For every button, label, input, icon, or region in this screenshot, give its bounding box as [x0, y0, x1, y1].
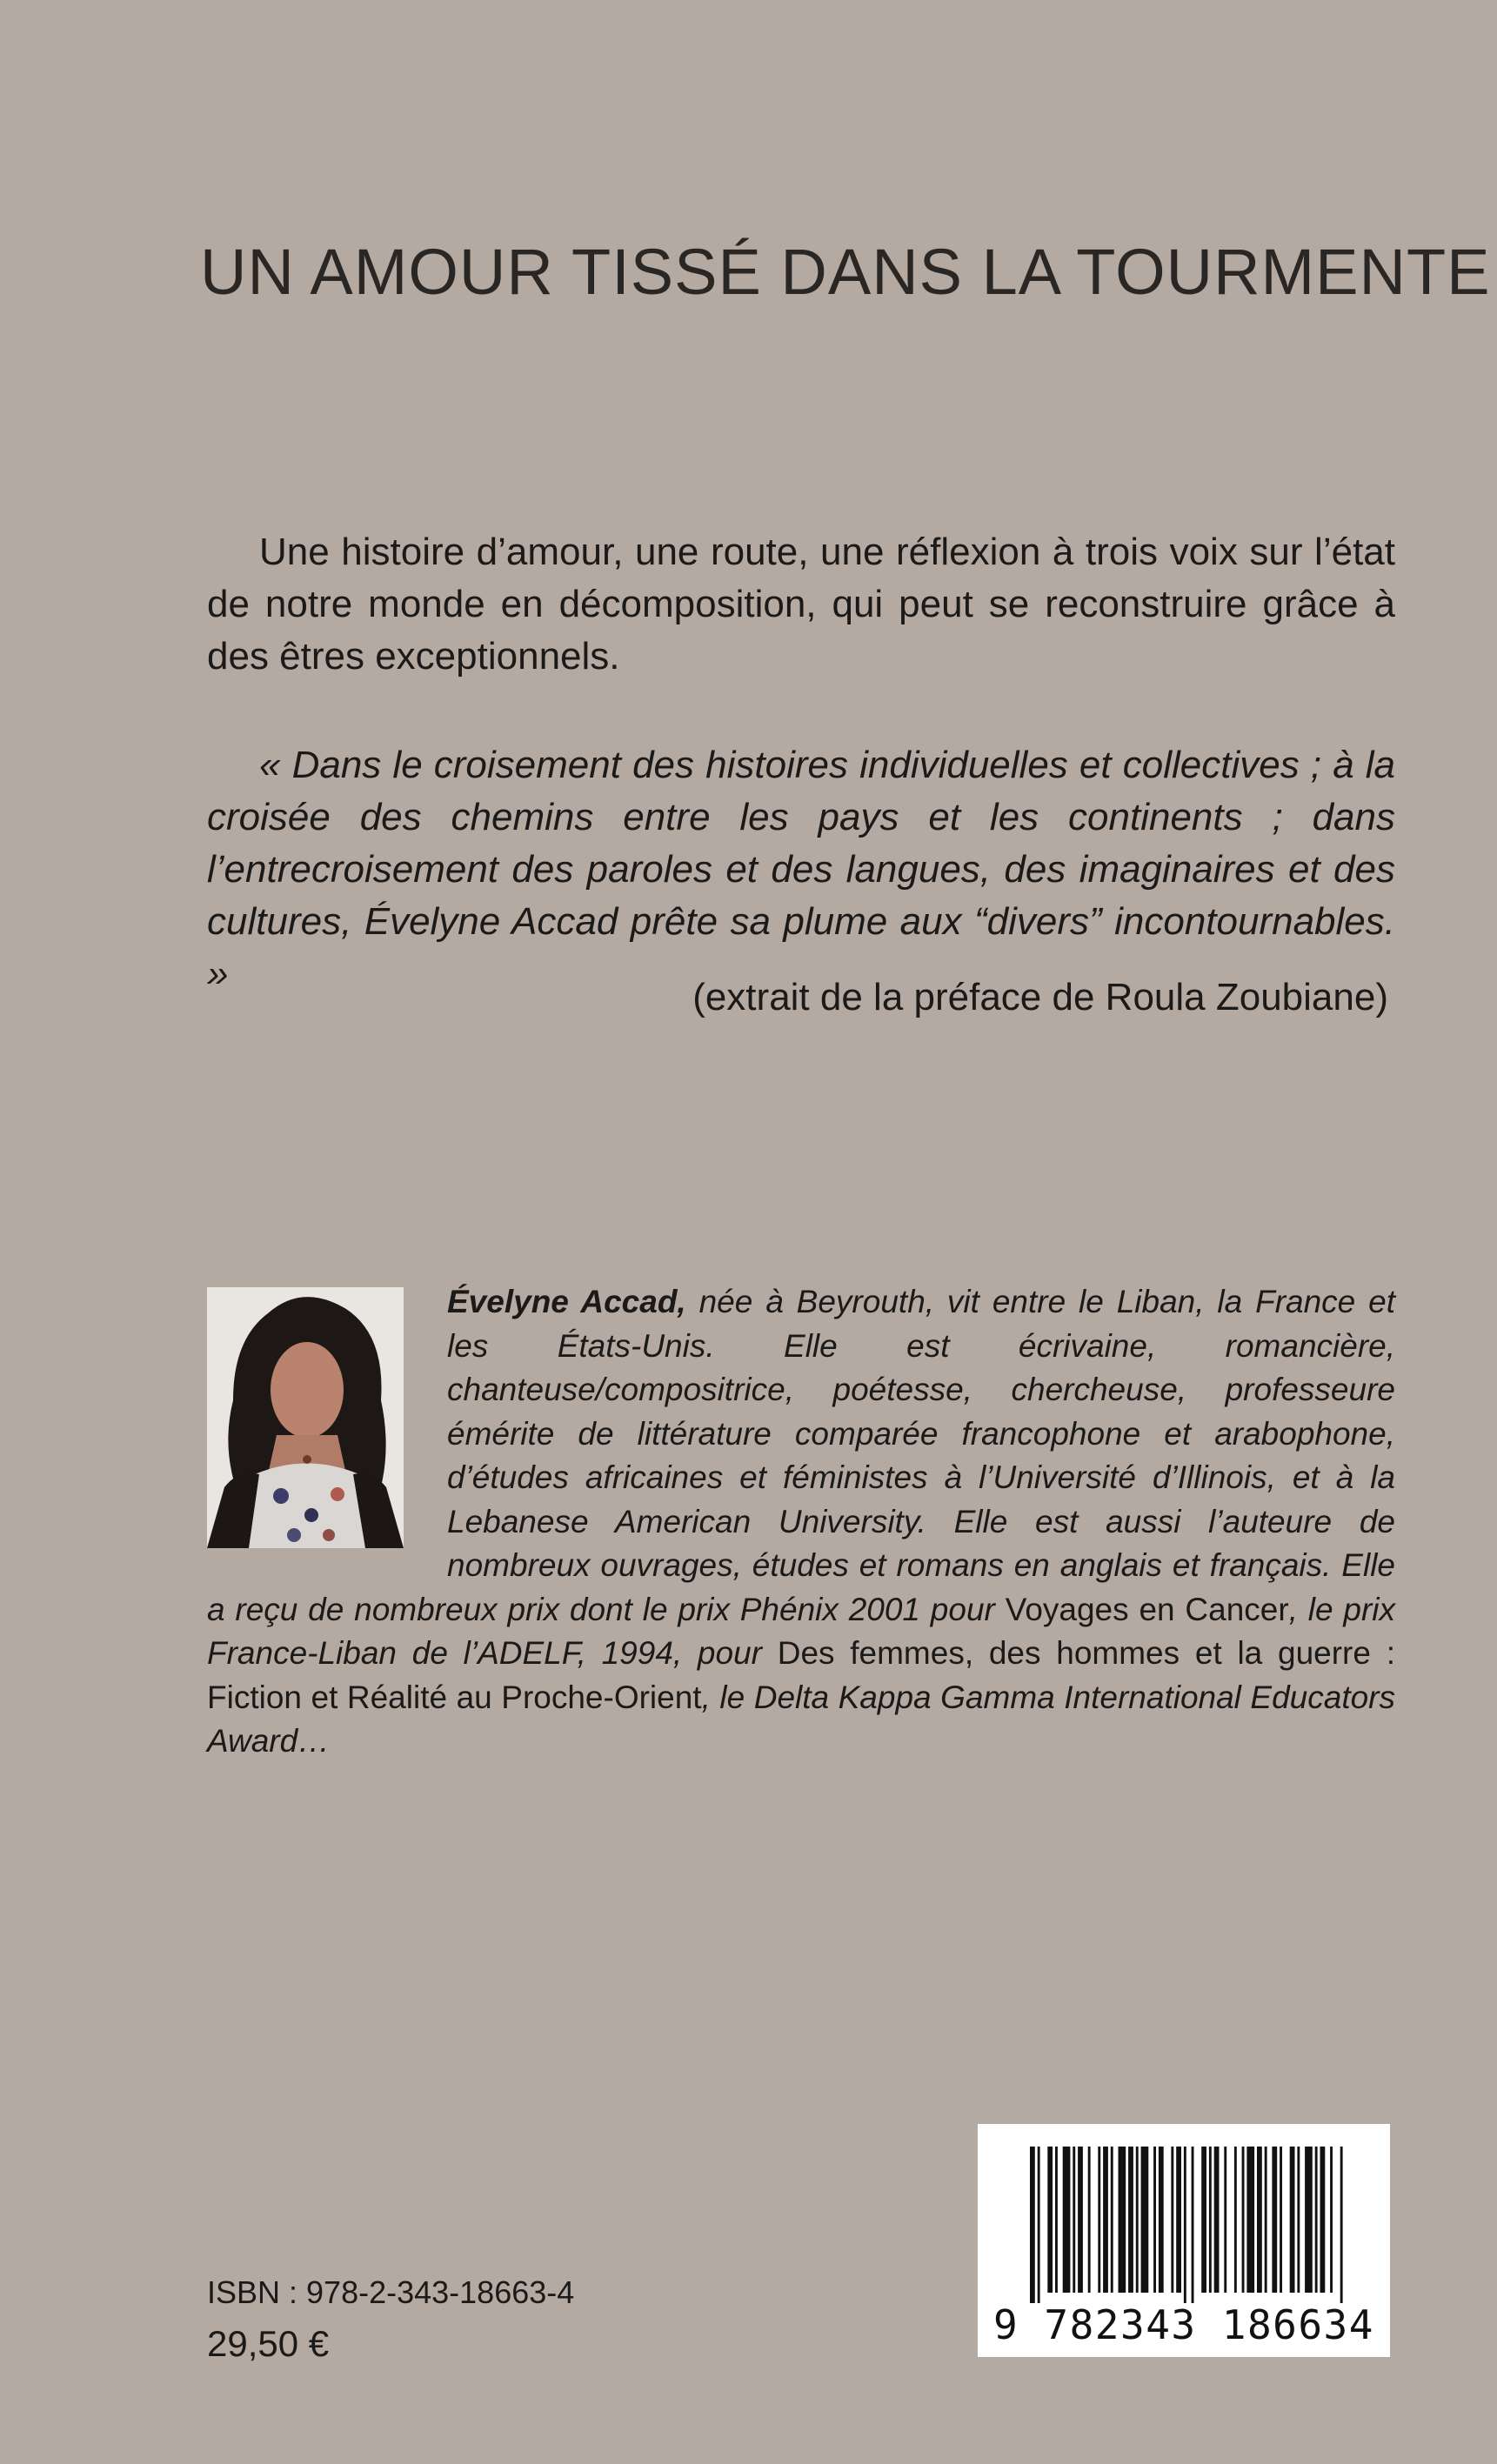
work-title-1: Voyages en Cancer — [1005, 1591, 1289, 1627]
barcode-bar — [1297, 2147, 1300, 2293]
barcode-bar — [1111, 2147, 1113, 2293]
price: 29,50 € — [207, 2323, 330, 2364]
barcode-bar — [1246, 2147, 1254, 2293]
barcode-bar — [1340, 2147, 1343, 2303]
bio-part-3: , le Delta Kappa Gamma International Educators Award… — [207, 1679, 1396, 1759]
barcode-bar — [1224, 2147, 1226, 2293]
barcode-bar — [1136, 2147, 1139, 2293]
barcode-bar — [1242, 2147, 1245, 2293]
quote-source: (extrait de la préface de Roula Zoubiane) — [692, 976, 1388, 1018]
barcode-bar — [1234, 2147, 1237, 2293]
preface-quote: « Dans le croisement des histoires individuelles et collectives ; à la croisée des chemins entre les pays et les continents ; dans l’entrecroisement des paroles et des langues, des imaginaires et des cultures, Évelyne Accad prête sa plume aux “divers” incontournables. » — [207, 744, 1395, 995]
barcode-bar — [1171, 2147, 1173, 2293]
barcode-bar — [1280, 2147, 1282, 2293]
barcode-bar — [1073, 2147, 1075, 2293]
barcode-bar — [1290, 2147, 1295, 2293]
barcode-bar — [1315, 2147, 1318, 2293]
barcode-bar — [1320, 2147, 1326, 2293]
author-name: Évelyne Accad, — [447, 1284, 686, 1319]
barcode-bar — [1055, 2147, 1058, 2293]
barcode-bar — [1265, 2147, 1267, 2293]
barcode-bar — [1038, 2147, 1040, 2303]
bio-part-2: , le prix France-Liban de l’ADELF, 1994, pour — [207, 1591, 1396, 1671]
barcode-bar — [1030, 2147, 1035, 2303]
barcode-bar — [1119, 2147, 1126, 2293]
barcode-bar — [1257, 2147, 1262, 2293]
barcode-bar — [1088, 2147, 1091, 2293]
book-summary: Une histoire d’amour, une route, une réflexion à trois voix sur l’état de notre monde en décomposition, qui peut se reconstruire grâce à des êtres exceptionnels. — [207, 531, 1395, 678]
barcode — [978, 2124, 1390, 2357]
barcode-digits: 9 782343 186634 — [993, 2301, 1374, 2348]
barcode-bar — [1201, 2147, 1206, 2293]
barcode-bar — [1153, 2147, 1156, 2293]
bio-part-1: née à Beyrouth, vit entre le Liban, la France et les États-Unis. Elle est écrivaine, romancière, chanteuse/compositrice, poétesse, chercheuse, professeure émérite de littérature comparée francophone et arabophone, d’études africaines et féministes à l’Université d’Illinois, et à la Lebanese American University. Elle est aussi l’auteure de nombreux ouvrages, études et romans en anglais et français. Elle a reçu de nombreux prix dont le prix Phénix 2001 pour — [207, 1284, 1395, 1627]
barcode-bar — [1330, 2147, 1333, 2293]
barcode-bar — [1159, 2147, 1164, 2293]
barcode-bar — [1209, 2147, 1212, 2293]
author-bio — [207, 1280, 1395, 1764]
barcode-bar — [1103, 2147, 1108, 2293]
barcode-bar — [1063, 2147, 1071, 2293]
barcode-bar — [1128, 2147, 1133, 2293]
barcode-bar — [1272, 2147, 1277, 2293]
barcode-bar — [1098, 2147, 1100, 2293]
barcode-bar — [1176, 2147, 1181, 2293]
barcode-bar — [1078, 2147, 1083, 2293]
barcode-bar — [1047, 2147, 1053, 2293]
barcode-bar — [1214, 2147, 1220, 2293]
barcode-bar — [1184, 2147, 1186, 2303]
isbn: ISBN : 978-2-343-18663-4 — [207, 2274, 575, 2310]
work-title-2: Des femmes, des hommes et la guerre : Fiction et Réalité au Proche-Orient — [207, 1635, 1395, 1715]
barcode-bar — [1192, 2147, 1194, 2303]
barcode-bar — [1305, 2147, 1313, 2293]
barcode-bar — [1141, 2147, 1149, 2293]
book-title: UN AMOUR TISSÉ DANS LA TOURMENTE — [200, 236, 1491, 308]
